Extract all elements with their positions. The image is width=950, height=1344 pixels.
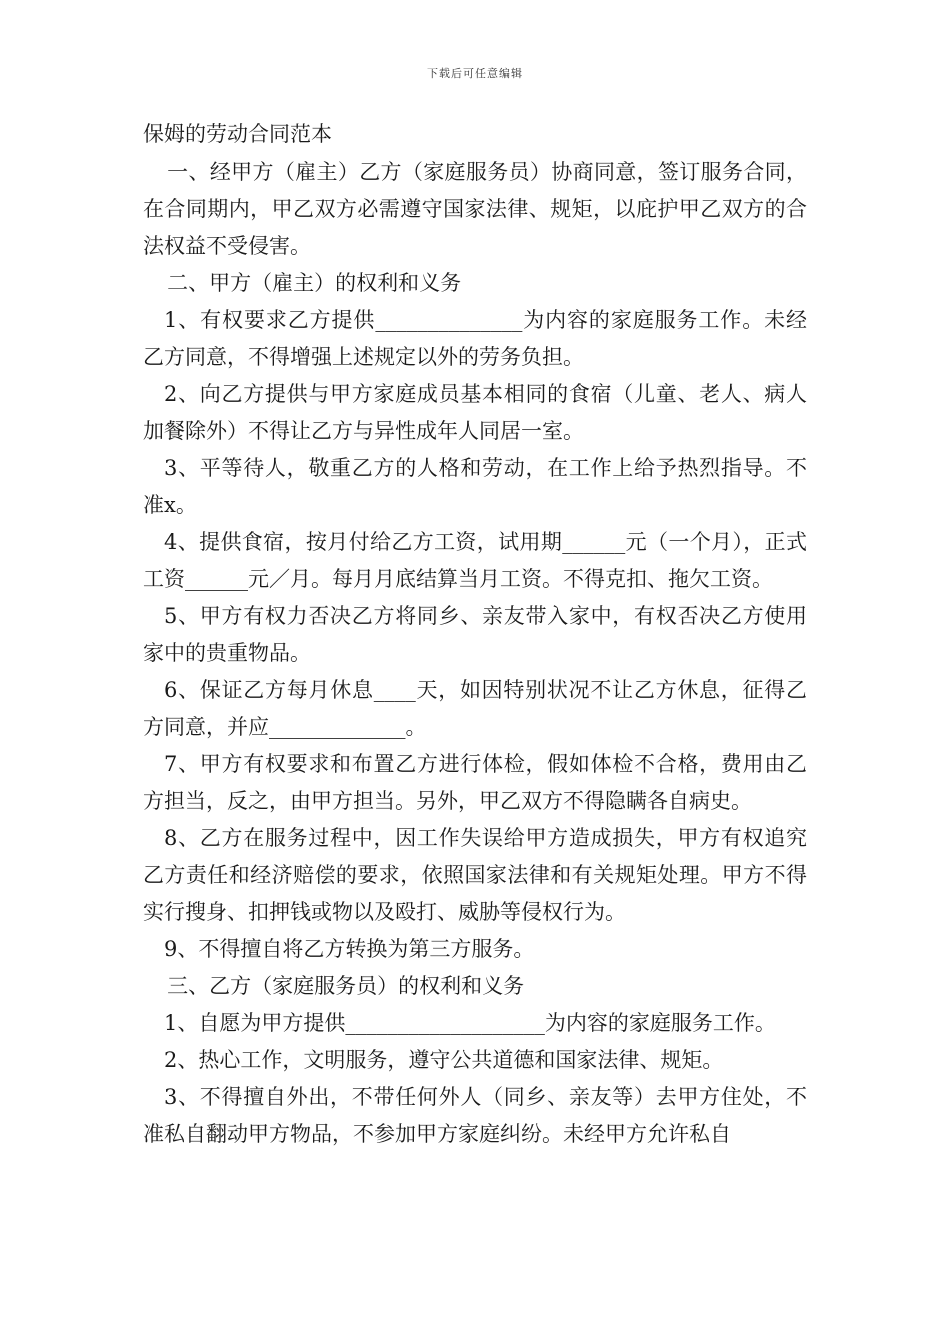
clause-a-7: 7、甲方有权要求和布置乙方进行体检，假如体检不合格，费用由乙方担当，反之，由甲方担当。另外，甲乙双方不得隐瞒各自病史。 <box>143 752 807 813</box>
clause-a-6: 6、保证乙方每月休息____天，如因特别状况不让乙方休息，征得乙方同意，并应_____________。 <box>143 678 807 739</box>
paragraph-section-1: 一、经甲方（雇主）乙方（家庭服务员）协商同意，签订服务合同，在合同期内，甲乙双方必需遵守国家法律、规矩，以庇护甲乙双方的合法权益不受侵害。 <box>143 160 807 258</box>
clause-b-1: 1、自愿为甲方提供___________________为内容的家庭服务工作。 <box>164 1011 776 1035</box>
clause-a-4: 4、提供食宿，按月付给乙方工资，试用期______元（一个月），正式工资______元／月。每月月底结算当月工资。不得克扣、拖欠工资。 <box>143 530 807 591</box>
clause-a-2: 2、向乙方提供与甲方家庭成员基本相同的食宿（儿童、老人、病人加餐除外）不得让乙方与异性成年人同居一室。 <box>143 382 807 443</box>
clause-a-9: 9、不得擅自将乙方转换为第三方服务。 <box>164 937 535 961</box>
clause-a-5: 5、甲方有权力否决乙方将同乡、亲友带入家中，有权否决乙方使用家中的贵重物品。 <box>143 604 807 665</box>
heading-party-b-rights: 三、乙方（家庭服务员）的权利和义务 <box>167 974 525 998</box>
clause-a-3: 3、平等待人，敬重乙方的人格和劳动，在工作上给予热烈指导。不准x。 <box>143 456 807 517</box>
clause-b-2: 2、热心工作，文明服务，遵守公共道德和国家法律、规矩。 <box>164 1048 724 1072</box>
clause-b-3: 3、不得擅自外出，不带任何外人（同乡、亲友等）去甲方住处，不准私自翻动甲方物品，不参加甲方家庭纠纷。未经甲方允许私自 <box>143 1085 807 1146</box>
document-title: 保姆的劳动合同范本 <box>143 122 332 146</box>
page-header-note: 下载后可任意编辑 <box>427 67 523 80</box>
clause-a-8: 8、乙方在服务过程中，因工作失误给甲方造成损失，甲方有权追究乙方责任和经济赔偿的要求，依照国家法律和有关规矩处理。甲方不得实行搜身、扣押钱或物以及殴打、威胁等侵权行为。 <box>143 826 807 924</box>
clause-a-1: 1、有权要求乙方提供______________为内容的家庭服务工作。未经乙方同意，不得增强上述规定以外的劳务负担。 <box>143 308 807 369</box>
heading-party-a-rights: 二、甲方（雇主）的权利和义务 <box>167 271 462 295</box>
document-body <box>143 117 807 1153</box>
